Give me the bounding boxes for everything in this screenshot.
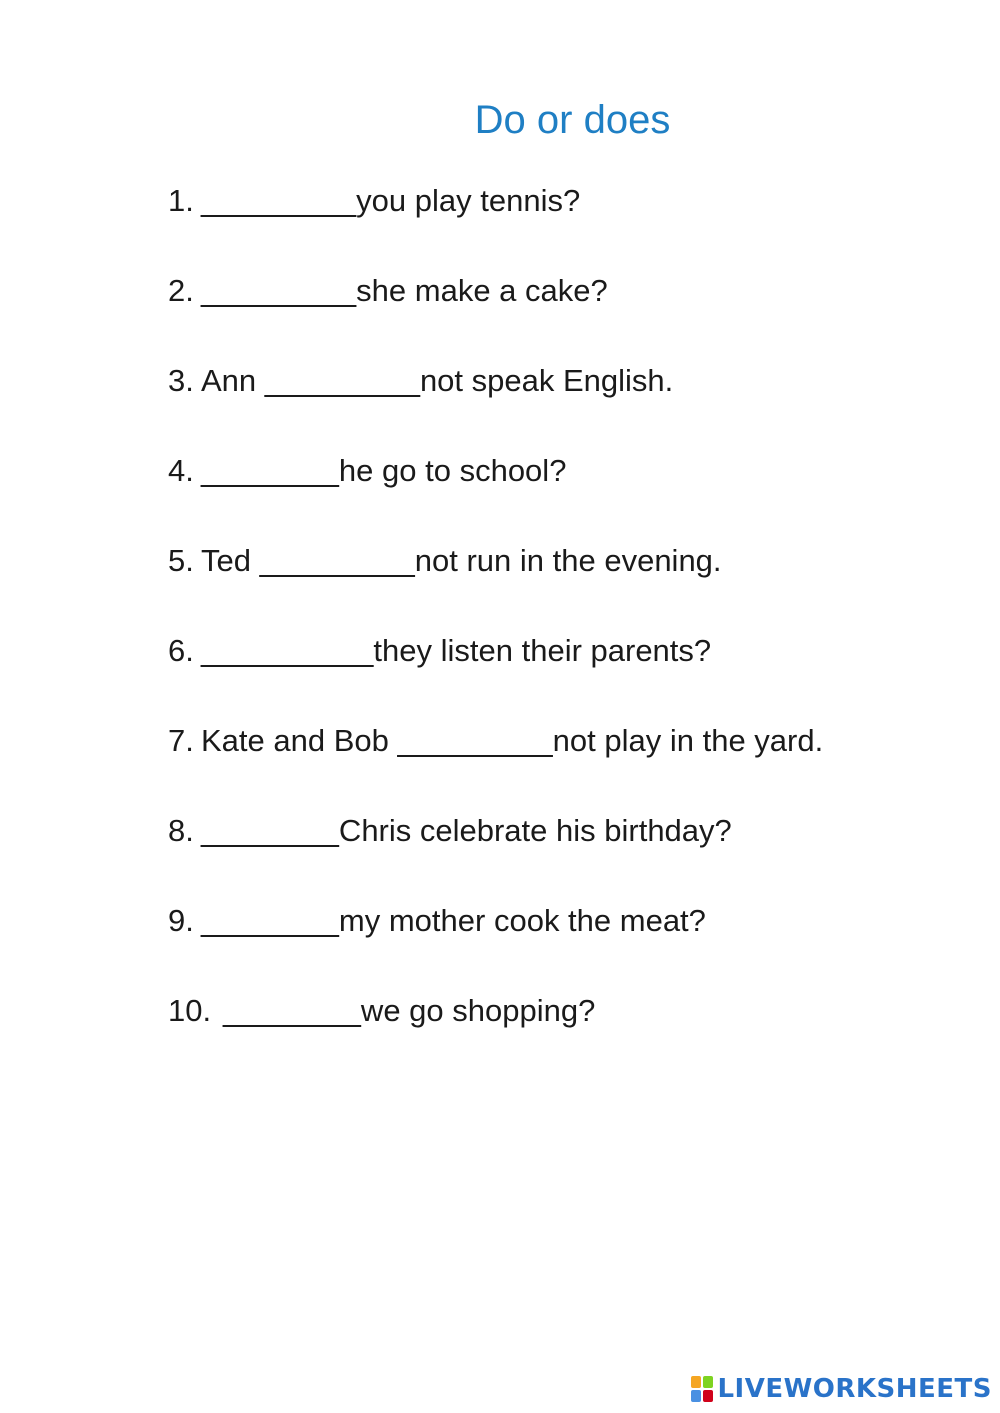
liveworksheets-brand (691, 1373, 992, 1405)
item-number: 2. (168, 273, 194, 308)
exercise-item (168, 810, 848, 852)
item-text: _________she make a cake? (201, 273, 608, 308)
item-text: ________he go to school? (201, 453, 567, 488)
item-text: Ann _________not speak English. (201, 363, 674, 398)
item-number: 3. (168, 363, 194, 398)
item-text: Ted _________not run in the evening. (201, 543, 722, 578)
item-number: 5. (168, 543, 194, 578)
item-number: 4. (168, 453, 194, 488)
exercise-item (168, 720, 848, 762)
item-text: ________my mother cook the meat? (201, 903, 706, 938)
item-text: _________you play tennis? (201, 183, 581, 218)
item-text: Kate and Bob _________not play in the yard. (201, 723, 824, 758)
exercise-item (168, 900, 848, 942)
brand-name: LIVEWORKSHEETS (717, 1374, 992, 1404)
exercise-item (168, 180, 848, 222)
item-number: 10. (168, 993, 212, 1028)
page-title: Do or does (474, 98, 671, 142)
exercise-item (168, 450, 848, 492)
liveworksheets-logo-icon (691, 1376, 713, 1402)
exercise-item (168, 630, 848, 672)
exercise-item (168, 360, 848, 402)
item-number: 6. (168, 633, 194, 668)
item-number: 9. (168, 903, 194, 938)
item-number: 1. (168, 183, 194, 218)
item-text: ________Chris celebrate his birthday? (201, 813, 732, 848)
exercise-item (168, 270, 848, 312)
exercise-item (168, 990, 848, 1032)
item-number: 7. (168, 723, 194, 758)
exercise-list (168, 180, 848, 1080)
item-text: ________we go shopping? (223, 993, 596, 1028)
item-number: 8. (168, 813, 194, 848)
exercise-item (168, 540, 848, 582)
item-text: __________they listen their parents? (201, 633, 712, 668)
